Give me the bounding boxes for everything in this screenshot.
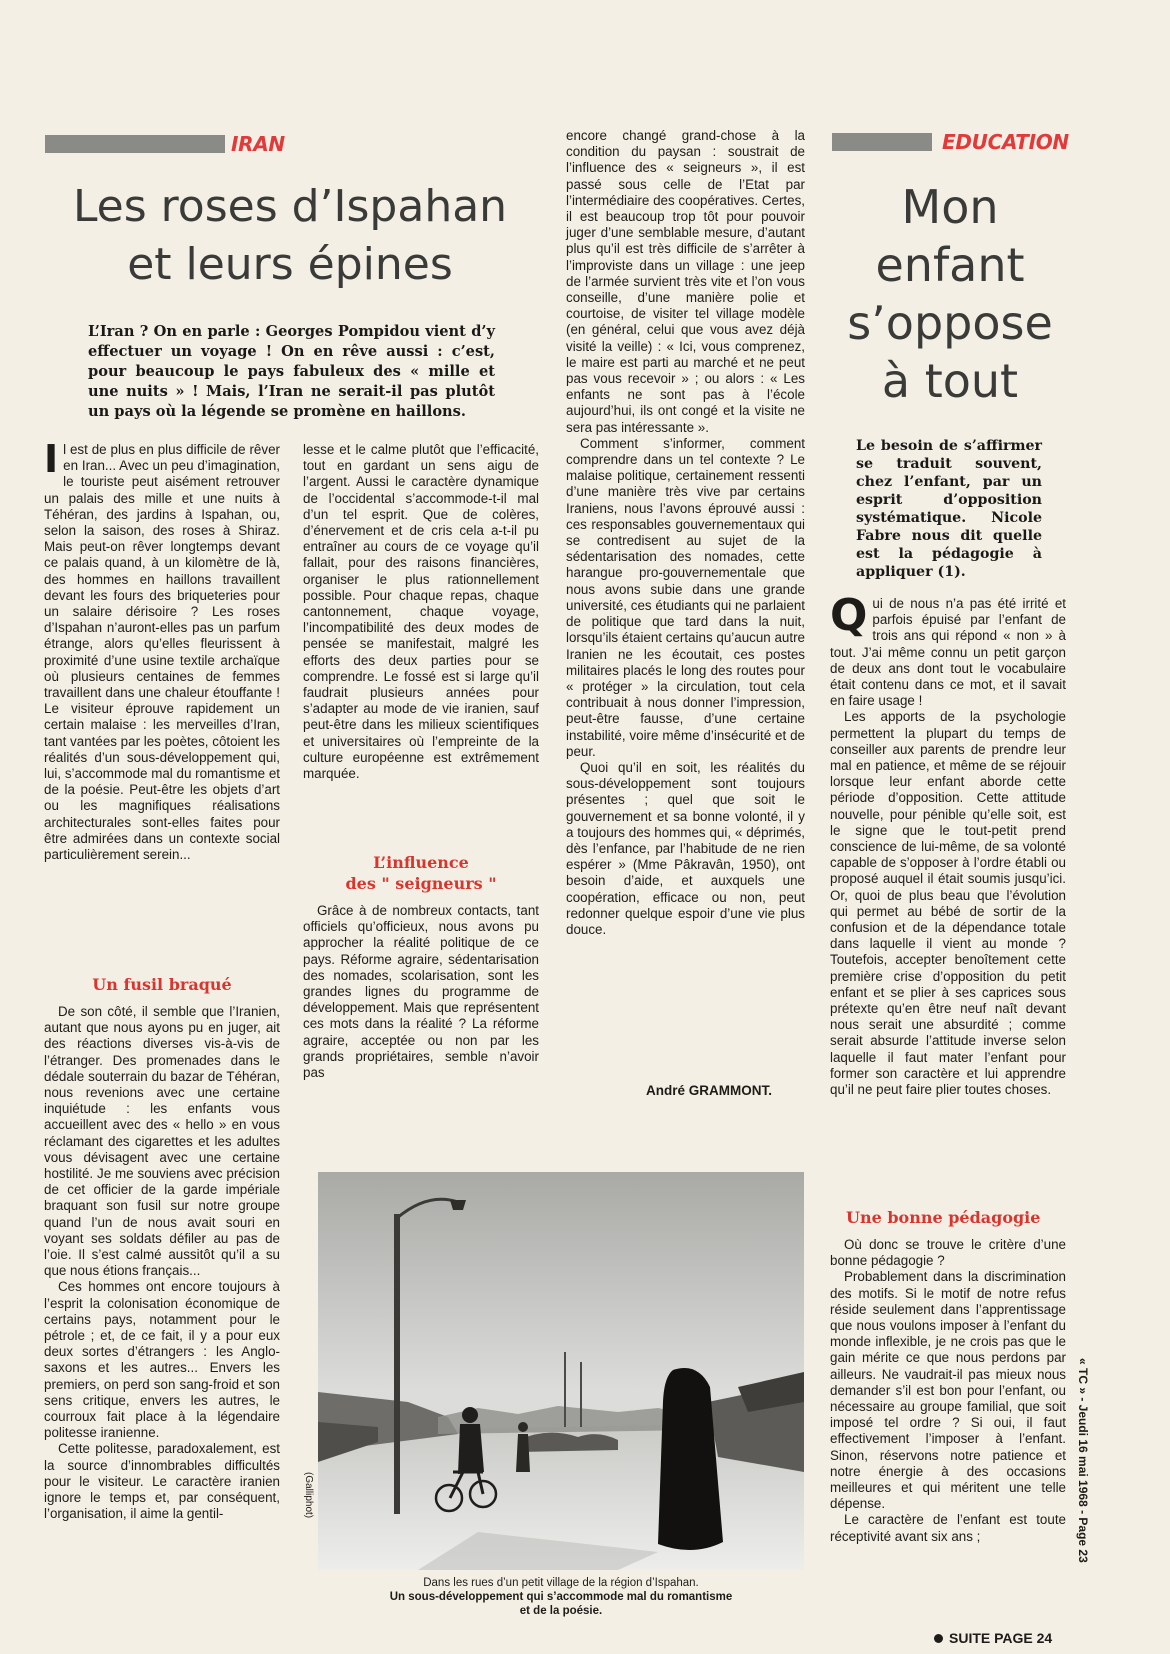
continued-link[interactable]: SUITE PAGE 24 bbox=[934, 1630, 1052, 1646]
article-paragraph: De son côté, il semble que l’Iranien, autant que nous ayons pu en juger, ait des réactions diverses vis-à-vis de l’étranger. Des promenades dans le dédale souterrain du bazar de Téhéran, nous revenions avec une certaine inquiétude : les enfants vous accueillent avec des « hello » en vous réclamant des cigarettes et les adultes vous dévisagent avec une certaine hostilité. Je me souviens avec précision de cet officier de la garde impériale braquant son fusil sur notre groupe quand l’un de nous avait souri en voyant ses soldats défiler au pas de l’oie. Il s’est calmé aussitôt qu’il a su que nous étions français... bbox=[44, 1004, 280, 1279]
article-paragraph: Qui de nous n’a pas été irrité et parfois épuisé par l’enfant de trois ans qui répond « non » à tout. J’ai même connu un petit garçon de deux ans dont tout le vocabulaire était contenu dans ce mot, et il savait en faire usage ! bbox=[830, 590, 1066, 709]
section-bar bbox=[832, 133, 932, 151]
subhead-influence: L’influence des " seigneurs " bbox=[345, 853, 497, 893]
education-headline bbox=[832, 178, 1068, 410]
author-signature: André GRAMMONT. bbox=[646, 1083, 772, 1098]
article-paragraph: Ces hommes ont encore toujours à l’esprit la colonisation économique de certains pays, notamment pour le pétrole ; et, de ce fait, il y a pour eux deux sortes d’étrangers : les Anglo-saxons et les autres... Envers les premiers, on perd son sang-froid et son sens critique, envers les autres, le courroux fait place à la légendaire politesse iranienne. bbox=[44, 1279, 280, 1441]
headline-line-4: à tout bbox=[881, 354, 1019, 408]
iran-column-1 bbox=[44, 437, 280, 863]
section-label-education: EDUCATION bbox=[942, 130, 1069, 154]
photo-image bbox=[318, 1172, 804, 1570]
article-paragraph: Où donc se trouve le critère d’une bonne pédagogie ? bbox=[830, 1237, 1066, 1269]
photo-credit: (Galliphot) bbox=[303, 1472, 314, 1519]
caption-line-3: et de la poésie. bbox=[519, 1605, 603, 1617]
drop-cap: Q bbox=[830, 590, 868, 641]
article-paragraph: Quoi qu’il en soit, les réalités du sous-développement sont toujours présentes ; quel que soit le gouvernement et sa bonne volonté, il y a toujours des hommes qui, « déprimés, dès l’enfance, par l’habitude de ne rien espérer » (Mme Pâkravân, 1950), ont besoin d’aide, et auxquels une coopération, efficace ou non, peut redonner quelque espoir d’une vie plus douce. bbox=[566, 759, 805, 937]
subhead-pedagogie: Une bonne pédagogie bbox=[846, 1208, 1041, 1227]
article-paragraph: lesse et le calme plutôt que l’efficacité, tout en gardant un sens aigu de l’argent. Aussi le caractère dynamique de l’occidental s’accommode-t-il mal d’un tel esprit. Que de colères, d’énervement et de cris cela a-t-il pu entraîner au cours de ce voyage qu’il fallait, pour des raisons financières, organiser le plus rationnellement possible. Pour chaque repas, chaque cantonnement, chaque voyage, l’incompatibilité des deux modes de pensée se manifestait, malgré les efforts des deux parties pour se comprendre. Le fossé est si large qu’il faudrait plusieurs années pour s’adapter au mode de vie iranien, sauf peut-être dans les milieux scientifiques et universitaires où l’empreinte de la culture européenne est extrêmement marquée. bbox=[303, 442, 539, 782]
headline-line-1: Mon bbox=[901, 180, 999, 234]
article-paragraph: encore changé grand-chose à la condition du paysan : soustrait de l’influence des « seigneurs », il est passé sous celle de l’Etat par l’intermédiaire des coopératives. Certes, il est beaucoup trop tôt pour pouvoir juger d’une semblable mesure, d’autant plus qu’il est très difficile de s’arrêter à l’improviste dans un village : une jeep de l’armée survient très vite et l’on vous conseille, d’une manière polie et courtoise, de visiter tel village modèle (en général, celui que vous avez déjà visité la veille) : « Ici, vous comprenez, le maire est parti au marché et ne peut pas vous recevoir » ; ou alors : « Les enfants ne sont pas à l’école aujourd’hui, ils ont congé et la visite ne sera pas intéressante ». bbox=[566, 128, 805, 435]
education-column bbox=[830, 590, 1066, 1098]
photo-ispahan-street bbox=[303, 1172, 804, 1570]
headline-line-2: enfant bbox=[875, 238, 1025, 292]
page-folio: « TC » - Jeudi 16 mai 1968 - Page 23 bbox=[1076, 1358, 1090, 1563]
section-header-education bbox=[832, 130, 1072, 154]
article-paragraph: Cette politesse, paradoxalement, est la source d’innombrables difficultés pour le visiteur. Le caractère iranien ignore le temps et, par conséquent, l’organisation, il aime la gentil- bbox=[44, 1441, 280, 1522]
caption-line-2: Un sous-développement qui s’accommode mal du romantisme bbox=[389, 1591, 733, 1603]
headline-line-2: et leurs épines bbox=[127, 239, 453, 290]
education-column-continued bbox=[830, 1237, 1066, 1545]
iran-headline bbox=[40, 178, 540, 294]
article-paragraph: Grâce à de nombreux contacts, tant officiels qu’officieux, nous avons pu approcher la réalité politique de ce pays. Réforme agraire, sédentarisation des nomades, scolarisation, sont les grandes lignes du programme de développement. Mais que représentent ces mots dans la réalité ? La réforme agraire, acceptée ou non par les grands propriétaires, semble n’avoir pas bbox=[303, 903, 539, 1081]
article-paragraph: Le caractère de l’enfant est toute réceptivité avant six ans ; bbox=[830, 1512, 1066, 1544]
headline-line-1: Les roses d’Ispahan bbox=[72, 181, 508, 232]
article-paragraph: Les apports de la psychologie permettent la plupart du temps de conseiller aux parents de prendre leur mal en patience, et même de se réjouir lorsque leur enfant aborde cette période d’opposition. Cette attitude nouvelle, pour pénible qu’elle soit, est le signe que le tout-petit prend conscience de lui-même, de sa volonté capable de s’opposer à l’ordre établi ou proposé auquel il était soumis jusqu’ici. Or, quoi de plus beau que l’évolution qui permet au bébé de sortir de la confusion et de la dépendance totale dans laquelle il vient au monde ? Toutefois, accepter benoîtement cette première crise d’opposition du petit enfant et se plier à ses caprices sous prétexte qu’en être neuf naît devant nous serait une absurdité ; comme serait absurde l’attitude inverse selon laquelle il faut mater l’enfant pour former son caractère et lui apprendre qu’il ne peut faire plier toutes choses. bbox=[830, 709, 1066, 1098]
caption-line-1: Dans les rues d’un petit village de la région d’Ispahan. bbox=[423, 1577, 699, 1589]
iran-column-2 bbox=[303, 442, 539, 782]
article-paragraph: Comment s’informer, comment comprendre dans un tel contexte ? Le malaise politique, certainement ressenti d’une manière très vive par certains Iraniens, nous l’avons éprouvé aussi : ces responsables gouvernementaux qui se contredisent au sujet de la sédentarisation des nomades, cette harangue pro-gouvernementale que nous avons subie dans une grande université, ces étudiants qui ne parlaient de politique que tard dans la nuit, lorsqu’ils étaient certains qu’aucun autre Iranien ne les écoutait, ces postes militaires placés le long des routes pour « protéger » la circulation, tout cela contribuait à nous donner l’impression, peut-être fausse, d’une certaine instabilité, voire même d’insécurité et de peur. bbox=[566, 435, 805, 759]
iran-column-1-continued bbox=[44, 1004, 280, 1523]
section-label-iran: IRAN bbox=[231, 132, 285, 156]
section-header-iran bbox=[45, 132, 285, 156]
photo-caption bbox=[318, 1576, 804, 1618]
article-paragraph: Probablement dans la discrimination des motifs. Si le motif de notre refus réside seulement dans l’apprentissage que nous voulons imposer à l’enfant du monde inflexible, je ne crois pas que le gain mérite ce que nous perdons par ailleurs. Ne vaudrait-il pas mieux nous demander s’il est bon pour l’enfant, ou nécessaire au groupe familial, que soit imposé tel ordre ? Si oui, il faut effectivement l’imposer à l’enfant. Sinon, réservons notre patience et notre énergie à des occasions meilleures et qui méritent une telle dépense. bbox=[830, 1269, 1066, 1512]
drop-cap: I bbox=[44, 437, 59, 481]
bullet-icon bbox=[934, 1634, 943, 1643]
iran-column-3 bbox=[566, 128, 805, 938]
subhead-fusil: Un fusil braqué bbox=[92, 975, 232, 994]
section-bar bbox=[45, 135, 225, 153]
headline-line-3: s’oppose bbox=[847, 296, 1053, 350]
iran-lead: L’Iran ? On en parle : Georges Pompidou vient d’y effectuer un voyage ! On en rêve aussi : c’est, pour beaucoup le pays fabuleux des « mille et une nuits » ! Mais, l’Iran ne serait-il pas plutôt un pays où la légende se promène en haillons. bbox=[88, 323, 495, 420]
education-lead: Le besoin de s’affirmer se traduit souvent, chez l’enfant, par un esprit d’opposition systématique. Nicole Fabre nous dit quelle est la pédagogie à appliquer (1). bbox=[856, 438, 1042, 580]
iran-column-2-continued bbox=[303, 903, 539, 1081]
article-paragraph: Il est de plus en plus difficile de rêver en Iran... Avec un peu d’imagination, le touriste peut aisément retrouver un palais des mille et une nuits à Téhéran, des jardins à Ispahan, ou, selon la saison, des roses à Shiraz. Mais peut-on rêver longtemps devant ce palais quand, à un kilomètre de là, des hommes en haillons travaillent devant les fours des briqueteries pour un salaire dérisoire ? Les roses d’Ispahan n’auront-elles pas un parfum étrange, alors qu’elles fleurissent à proximité d’une usine textile archaïque où plusieurs centaines de femmes travaillent dans une chaleur étouffante ! Le visiteur éprouve rapidement un certain malaise : les merveilles d’Iran, tant vantées par les poètes, côtoient les réalités d’un sous-développement qui, lui, s’accommode mal du romantisme et de la poésie. Peut-être les objets d’art ou les magnifiques réalisations architecturales sont-elles faites pour être admirées dans un contexte social particulièrement serein... bbox=[44, 437, 280, 863]
